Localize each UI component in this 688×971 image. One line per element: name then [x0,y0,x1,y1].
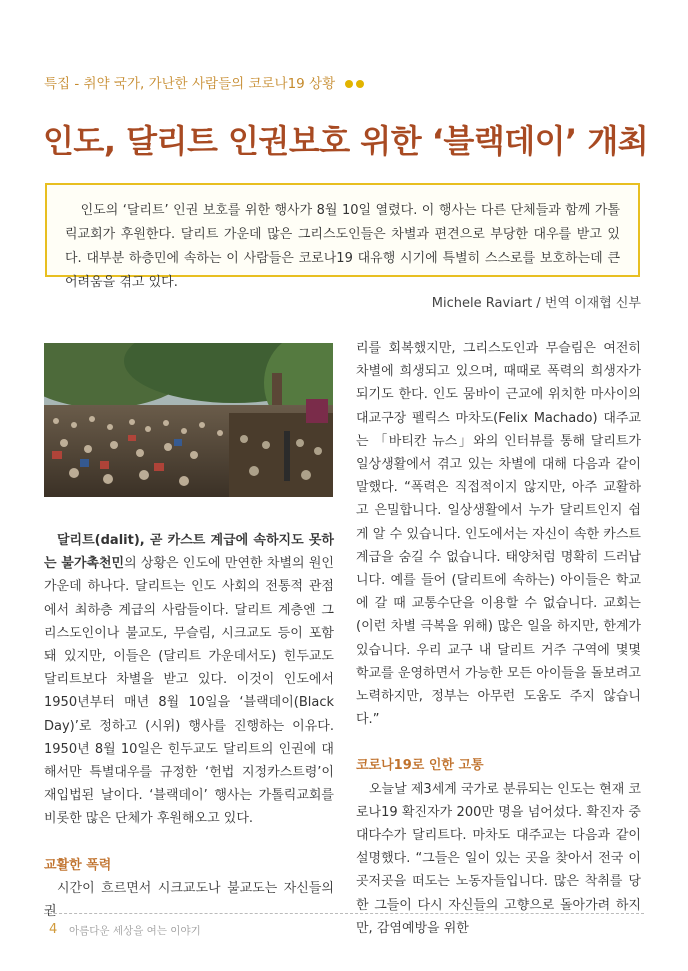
article-title: 인도, 달리트 인권보호 위한 ‘블랙데이’ 개최 [43,122,649,160]
lead-box [45,183,640,290]
footer-divider [44,913,644,914]
rally-photo [44,343,333,497]
subheading-covid-suffering: 코로나19로 인한 고통 [356,758,484,774]
paragraph-3: 리를 회복했지만, 그리스도인과 무슬림은 여전히 차별에 희생되고 있으며, 때때로 폭력의 희생자가 되기도 한다. 인도 뭄바이 근교에 위치한 마사이의 대교구장 펠릭스 마차도(Felix Machado) 대주교는 「바티칸 뉴스」와의 인터뷰를 통해 달리트가 일상생활에서 겪고 있는 차별에 대해 다음과 같이 말했다. “폭력은 직접적이지 않지만, 아주 교활하고 은밀합니다. 일상생활에서 누가 달리트인지 쉽게 알 수 있습니다. 인도에서는 자신이 속한 카스트 계급을 숨길 수 없습니다. 태양처럼 명확히 드러납니다. 예를 들어 (달리트에 속하는) 아이들은 학교에 갈 때 교통수단을 이용할 수 없습니다. 교회는 (이런 차별 극복을 위해) 많은 일을 하지만, 한계가 있습니다. 우리 교구 내 달리트 거주 구역에 몇몇 학교를 운영하면서 가능한 모든 아이들을 돌보려고 노력하지만, 정부는 아무런 도움도 주지 않습니다.” [356,341,641,728]
section-kicker [44,72,367,92]
running-title: 아름다운 세상을 여는 이야기 [69,925,201,937]
paragraph-intro [44,529,334,831]
byline: Michele Raviart / 번역 이재협 신부 [431,296,641,311]
kicker-text: 특집 - 취약 국가, 가난한 사람들의 코로나19 상황 [44,76,336,92]
page-number: 4 [49,922,58,937]
intro-text: 의 상황은 인도에 만연한 차별의 원인 가운데 하나다. 달리트는 인도 사회의 전통적 관점에서 최하층 계급의 사람들이다. 달리트 계층엔 그리스도인이나 불교도, 무슬림, 시크교도 등이 포함돼 있지만, 이들은 (달리트 가운데서도) 힌두교도 달리트보다 차별을 받고 있다. 이것이 인도에서 1950년부터 매년 8월 10일을 ‘블랙데이(Black Day)’로 정하고 (시위) 행사를 진행하는 이유다. 1950년 8월 10일은 힌두교도 달리트의 인권에 대해서만 특별대우를 규정한 ‘헌법 지정카스트령’이 재입법된 날이다. ‘블랙데이’ 행사는 가톨릭교회를 비롯한 많은 단체가 후원해오고 있다. [44,556,334,827]
intro-bold-phrase: 달리트(dalit), 곧 카스트 계급에 속하지도 못하는 불가촉천민 [44,533,334,572]
subheading-cunning-violence: 교활한 폭력 [44,857,112,873]
kicker-dots-icon [345,76,367,92]
paragraph-4: 오늘날 제3세계 국가로 분류되는 인도는 현재 코로나19 확진자가 200만 명을 넘어섰다. 확진자 중 대다수가 달리트다. 마차도 대주교는 다음과 같이 설명했다. “그들은 일이 있는 곳을 찾아서 전국 이곳저곳을 떠도는 노동자들입니다. 많은 착취를 당한 그들이 다시 자신들의 고향으로 돌아가려 하지만, 감염예방을 위한 [356,781,641,936]
lead-text: 인도의 ‘달리트’ 인권 보호를 위한 행사가 8월 10일 열렸다. 이 행사는 다른 단체들과 함께 가톨릭교회가 후원한다. 달리트 가운데 많은 그리스도인들은 차별과 편견으로 부당한 대우를 받고 있다. 대부분 하층민에 속하는 이 사람들은 코로나19 대유행 시기에 특별히 스스로를 보호하는데 큰 어려움을 겪고 있다. [65,203,620,290]
paragraph-2: 시간이 흐르면서 시크교도나 불교도는 자신들의 권 [44,880,334,920]
article-column-left [44,529,334,923]
article-column-right [356,337,641,940]
